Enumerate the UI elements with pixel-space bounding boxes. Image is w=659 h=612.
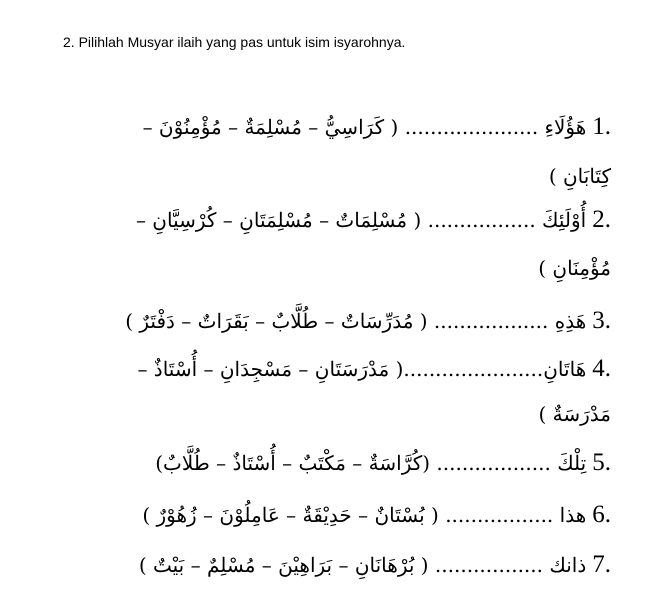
item-6 [142,502,611,527]
item-text: تِلْكَ .................. (كُرَّاسَةٌ – مَكْتَبٌ – أُسْتَاذٌ – طُلَّابٌ) [155,451,587,475]
item-text: هذا ................. ( بُسْتَانٌ – حَدِيْقَةٌ – عَامِلُوْنَ – زُهُوْرٌ ) [142,503,587,527]
item-number: 2. [592,206,611,233]
item-text: مُؤْمِنَانِ ) [538,256,611,280]
item-number: 6. [592,501,611,528]
item-2 [136,207,611,232]
item-5 [155,450,611,475]
item-3 [125,308,611,333]
item-number: 1. [592,113,611,140]
item-text: أُوْلَئِكَ ................. ( مُسْلِمَاتٌ – مُسْلِمَتَانِ – كُرْسِيَّانِ – [135,208,587,232]
item-text: هَؤُلَاءِ ..................... ( كَرَاسِيُّ – مُسْلِمَةٌ – مُؤْمِنُوْنَ – [142,115,587,139]
item-text: هَذِهِ .................. ( مُدَرِّسَاتٌ – طُلَّابٌ – بَقَرَاتٌ – دَفْتَرٌ ) [125,309,587,333]
item-2-continuation [538,258,611,278]
item-text: كِتَابَانِ ) [548,164,611,188]
item-7 [139,552,611,577]
item-4 [137,356,611,381]
instruction-text: 2. Pilihlah Musyar ilaih yang pas untuk isim isyarohnya. [63,34,406,50]
item-number: 4. [592,355,611,382]
item-1-continuation [549,166,611,186]
item-text: ذانك ................. ( بُرْهَانَانِ – بَرَاهِيْنَ – مُسْلِمٌ – بَيْتٌ ) [138,553,587,577]
item-text: مَدْرَسَةٌ ) [538,402,611,426]
item-number: 5. [592,449,611,476]
item-number: 3. [592,307,611,334]
item-number: 7. [592,551,611,578]
item-text: هَاتَانِ......................( مَدْرَسَتَانِ – مَسْجِدَانِ – أُسْتَاذٌ – [137,357,587,381]
item-4-continuation [538,404,611,424]
item-1 [143,114,611,139]
